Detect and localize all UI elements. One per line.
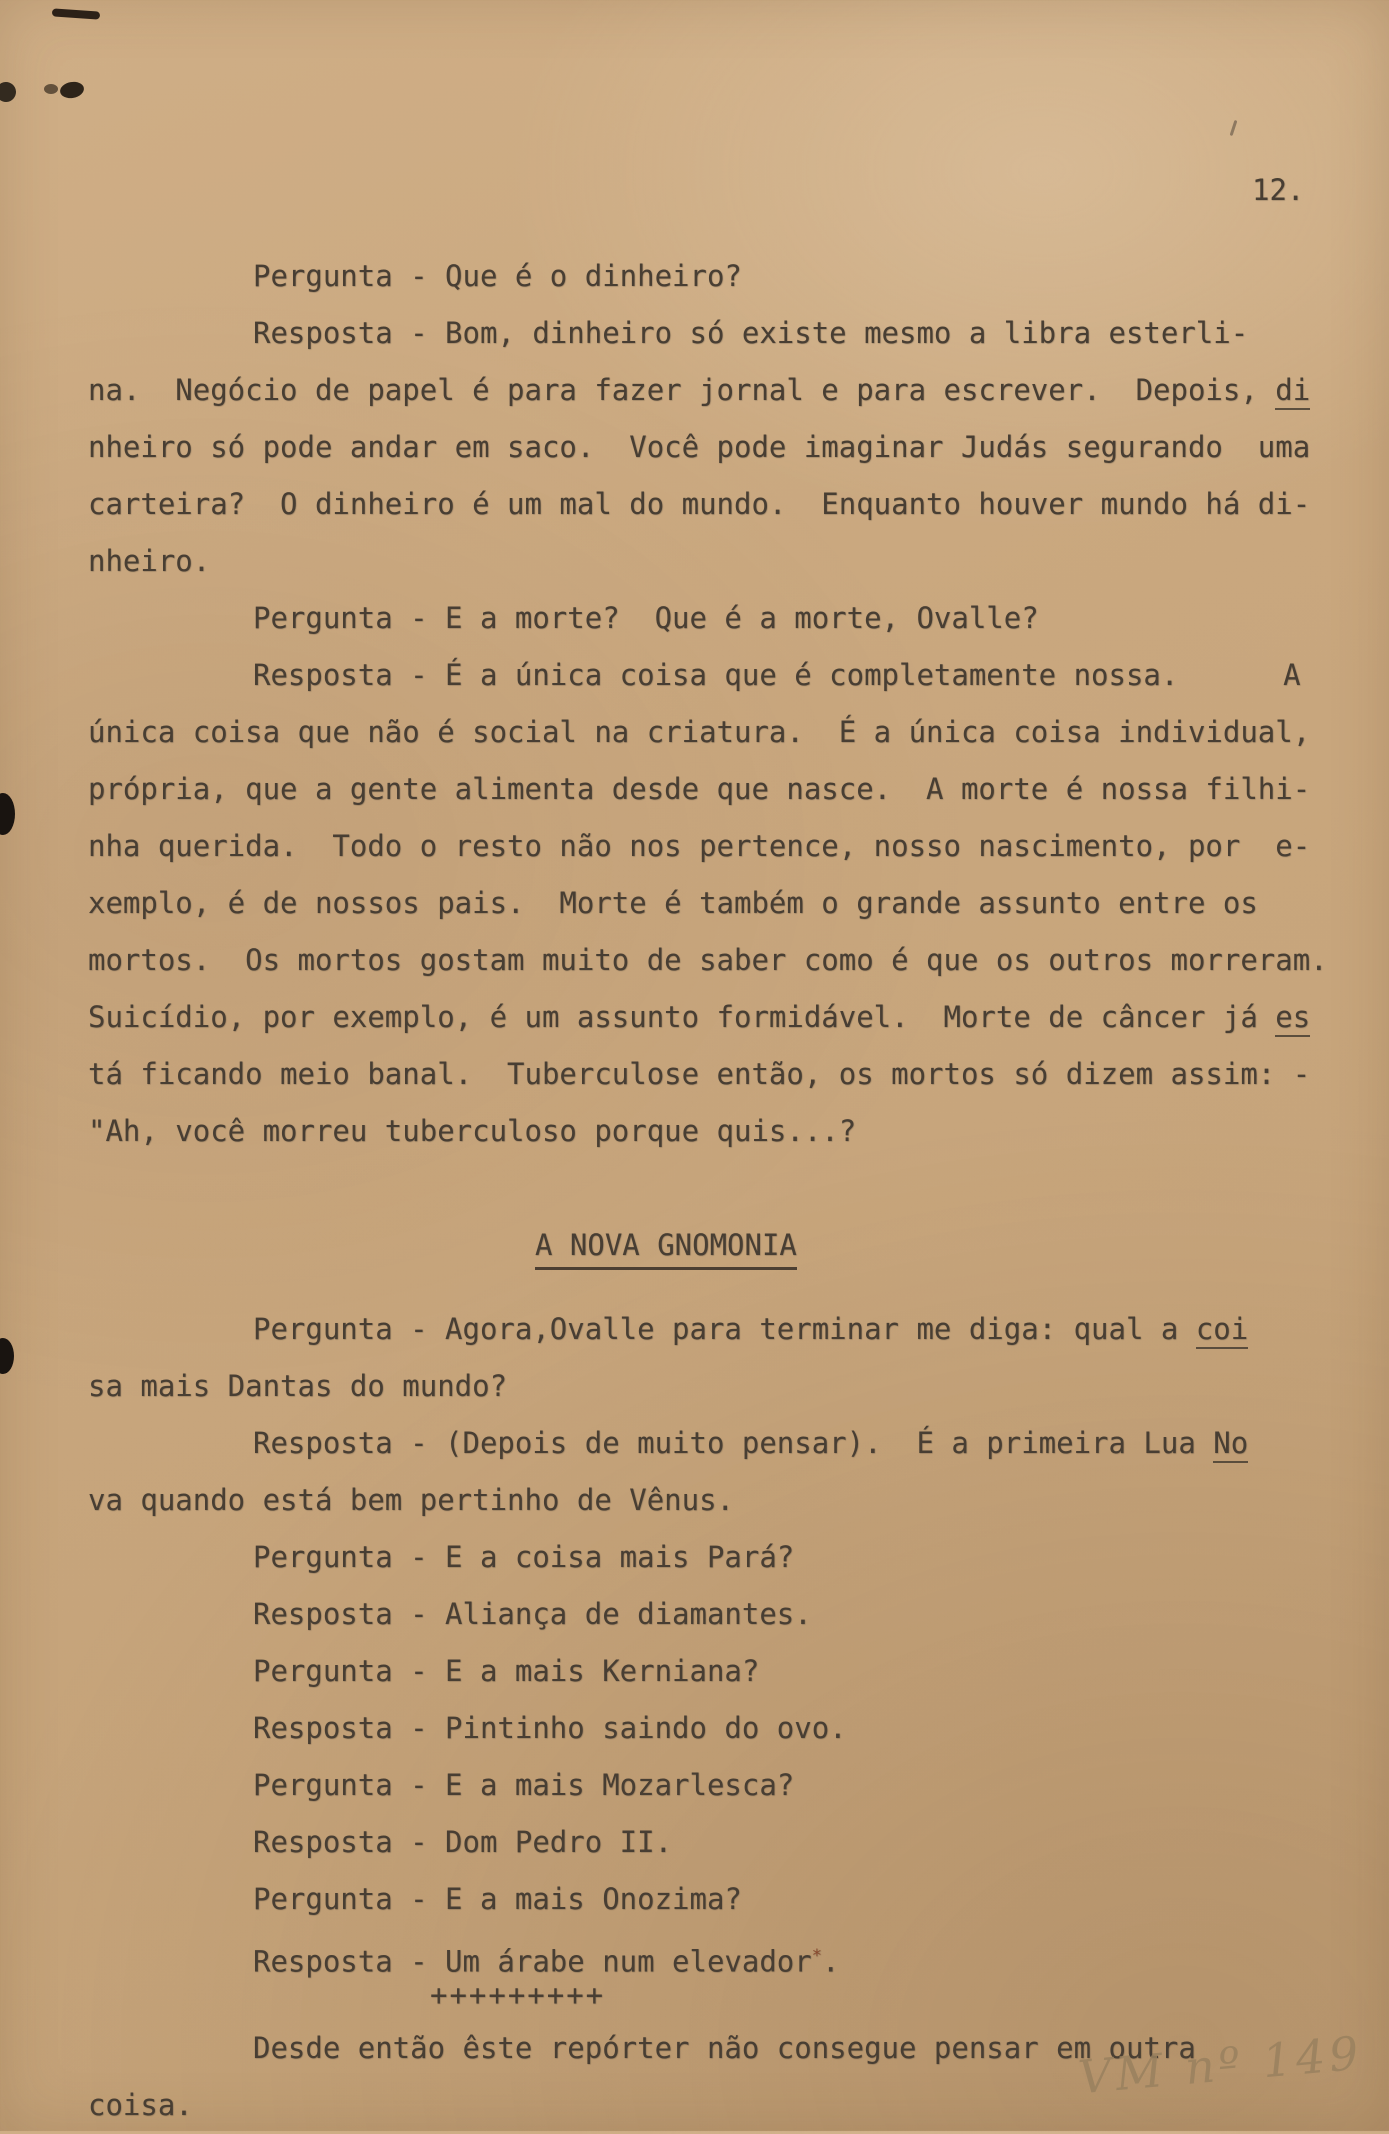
line-text: coisa. <box>88 2088 193 2122</box>
line-text: Pergunta - E a coisa mais Pará? <box>253 1540 795 1574</box>
document-line <box>88 1301 1358 1358</box>
correction-mark: * <box>811 1946 822 1966</box>
line-text: Pergunta - Que é o dinheiro? <box>253 259 742 293</box>
line-text: tá ficando meio banal. Tuberculose então, os mortos só dizem assim: - <box>88 1057 1311 1091</box>
section-heading <box>88 1217 1358 1274</box>
document-line <box>88 1643 1358 1700</box>
document-line <box>88 1586 1358 1643</box>
line-text: Pergunta - Agora,Ovalle para terminar me diga: qual a <box>253 1312 1196 1346</box>
underlined-text: coi <box>1196 1312 1248 1349</box>
underlined-text: es <box>1275 1000 1310 1037</box>
document-line <box>88 476 1358 533</box>
document-line <box>88 1814 1358 1871</box>
document-line <box>88 1871 1358 1928</box>
line-text: +++++++++ <box>430 1978 606 2012</box>
ink-blot <box>0 79 19 105</box>
line-text: Resposta - Um árabe num elevador <box>253 1944 812 1979</box>
underlined-text: di <box>1275 373 1310 410</box>
line-text: Resposta - É a única coisa que é completamente nossa. A <box>253 658 1301 692</box>
line-text: Resposta - Pintinho saindo do ovo. <box>253 1711 847 1745</box>
document-line <box>88 1103 1358 1160</box>
line-text: Pergunta - E a mais Onozima? <box>253 1882 742 1916</box>
line-text: "Ah, você morreu tuberculoso porque quis...? <box>88 1114 857 1148</box>
line-text: xemplo, é de nossos pais. Morte é também o grande assunto entre os <box>88 886 1258 920</box>
line-text: Desde então êste repórter não consegue pensar em outra <box>253 2031 1196 2065</box>
ink-blot <box>52 8 100 19</box>
ink-blot-left-edge <box>0 1338 14 1374</box>
document-line <box>88 761 1358 818</box>
line-text: sa mais Dantas do mundo? <box>88 1369 508 1403</box>
document-line <box>88 1472 1358 1529</box>
line-text: nheiro só pode andar em saco. Você pode imaginar Judás segurando uma <box>88 430 1311 464</box>
document-line <box>88 875 1358 932</box>
line-text: na. Negócio de papel é para fazer jornal e para escrever. Depois, <box>88 373 1276 407</box>
document-line <box>88 1700 1358 1757</box>
document-line <box>88 704 1358 761</box>
line-text: Resposta - (Depois de muito pensar). É a primeira Lua <box>253 1426 1214 1460</box>
document-line <box>88 647 1358 704</box>
ink-blot-left-edge <box>0 793 15 835</box>
line-text: va quando está bem pertinho de Vênus. <box>88 1483 735 1517</box>
document-line <box>88 989 1358 1046</box>
line-text: Resposta - Dom Pedro II. <box>253 1825 673 1859</box>
document-line <box>88 932 1358 989</box>
document-line <box>88 590 1358 647</box>
document-line <box>88 1529 1358 1586</box>
document-body <box>88 248 1358 2134</box>
line-text: Pergunta - E a mais Kerniana? <box>253 1654 760 1688</box>
document-line <box>88 818 1358 875</box>
line-text: própria, que a gente alimenta desde que nasce. A morte é nossa filhi- <box>88 772 1311 806</box>
line-text: Pergunta - E a morte? Que é a morte, Ovalle? <box>253 601 1039 635</box>
line-text: carteira? O dinheiro é um mal do mundo. Enquanto houver mundo há di- <box>88 487 1311 521</box>
line-text: nha querida. Todo o resto não nos pertence, nosso nascimento, por e- <box>88 829 1311 863</box>
handwritten-annotation: VM nº 149 <box>1076 2025 1365 2105</box>
document-line <box>88 362 1358 419</box>
line-text: única coisa que não é social na criatura. É a única coisa individual, <box>88 715 1311 749</box>
document-line <box>88 248 1358 305</box>
document-line <box>88 533 1358 590</box>
underlined-text: A NOVA GNOMONIA <box>535 1228 797 1270</box>
document-line <box>88 305 1358 362</box>
document-line <box>88 419 1358 476</box>
ink-blot <box>59 80 85 100</box>
line-text: Resposta - Aliança de diamantes. <box>253 1597 812 1631</box>
line-text: Suicídio, por exemplo, é um assunto formidável. Morte de câncer já <box>88 1000 1276 1034</box>
line-text: Resposta - Bom, dinheiro só existe mesmo a libra esterli- <box>253 316 1249 350</box>
underlined-text: No <box>1213 1426 1248 1463</box>
line-text: nheiro. <box>88 544 211 578</box>
line-text: Pergunta - E a mais Mozarlesca? <box>253 1768 795 1802</box>
document-line <box>88 1415 1358 1472</box>
line-text: mortos. Os mortos gostam muito de saber como é que os outros morreram. <box>88 943 1328 977</box>
page-number: 12. <box>1252 173 1305 207</box>
document-line <box>88 1046 1358 1103</box>
document-line <box>88 1757 1358 1814</box>
ink-blot <box>1230 120 1238 136</box>
ink-blot <box>44 84 58 94</box>
document-line <box>88 1358 1358 1415</box>
line-text: . <box>821 1944 840 1979</box>
